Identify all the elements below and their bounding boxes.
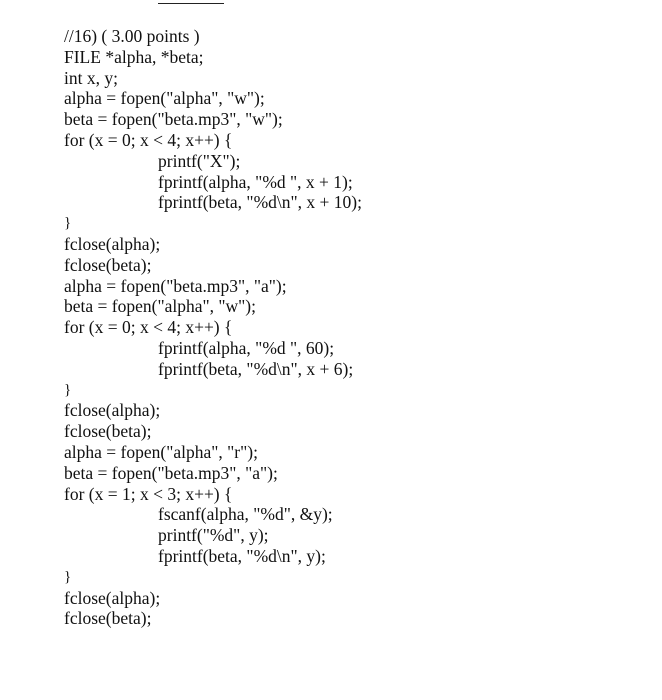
code-line: alpha = fopen("alpha", "w"); — [64, 88, 265, 109]
code-line: for (x = 0; x < 4; x++) { — [64, 317, 233, 338]
code-block — [64, 26, 362, 629]
code-line: fclose(alpha); — [64, 233, 161, 254]
code-line: fclose(beta); — [64, 608, 152, 629]
code-line: FILE *alpha, *beta; — [64, 46, 204, 67]
code-line: alpha = fopen("beta.mp3", "a"); — [64, 275, 287, 296]
top-answer-rule — [158, 3, 224, 4]
question-header: //16) ( 3.00 points ) — [64, 26, 200, 46]
code-line: fprintf(beta, "%d\n", x + 6); — [158, 358, 354, 379]
code-line: fprintf(alpha, "%d ", 60); — [158, 337, 335, 358]
code-line: fclose(beta); — [64, 421, 152, 442]
code-line: fscanf(alpha, "%d", &y); — [158, 504, 333, 525]
code-line: beta = fopen("beta.mp3", "a"); — [64, 462, 278, 483]
code-line: beta = fopen("alpha", "w"); — [64, 296, 256, 317]
closing-brace: } — [64, 568, 72, 585]
code-line: for (x = 0; x < 4; x++) { — [64, 129, 233, 150]
code-line: printf("X"); — [158, 150, 241, 171]
code-line: fclose(alpha); — [64, 587, 161, 608]
code-lines — [64, 47, 362, 629]
code-line: fclose(alpha); — [64, 400, 161, 421]
code-line: beta = fopen("beta.mp3", "w"); — [64, 109, 283, 130]
code-line: alpha = fopen("alpha", "r"); — [64, 441, 258, 462]
code-line: fprintf(beta, "%d\n", x + 10); — [158, 192, 362, 213]
code-line: fclose(beta); — [64, 254, 152, 275]
code-line: printf("%d", y); — [158, 525, 269, 546]
code-line: fprintf(beta, "%d\n", y); — [158, 545, 326, 566]
closing-brace: } — [64, 381, 72, 398]
code-line: for (x = 1; x < 3; x++) { — [64, 483, 233, 504]
closing-brace: } — [64, 215, 72, 232]
code-line: fprintf(alpha, "%d ", x + 1); — [158, 171, 353, 192]
code-line: int x, y; — [64, 67, 118, 88]
